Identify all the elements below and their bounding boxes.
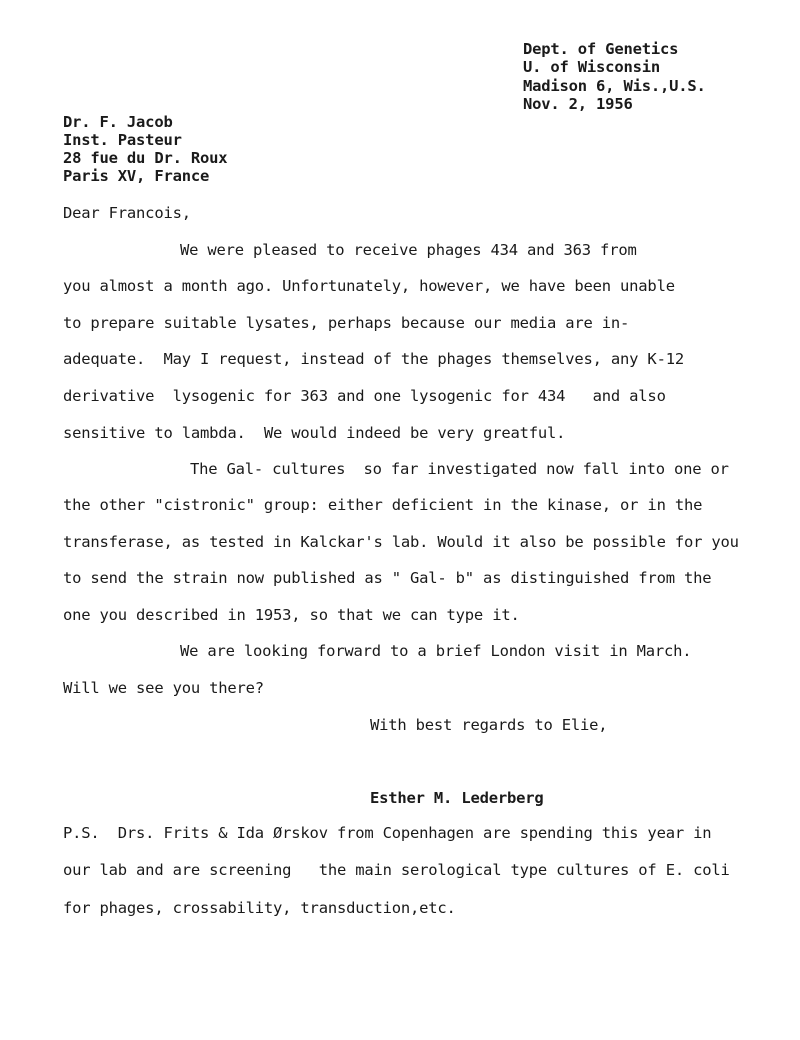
body-line: We are looking forward to a brief London visit in March. xyxy=(180,642,692,660)
postscript-line: P.S. Drs. Frits & Ida Ørskov from Copenhagen are spending this year in xyxy=(63,824,712,842)
closing: With best regards to Elie, xyxy=(370,716,608,734)
letter-date: Nov. 2, 1956 xyxy=(523,95,633,113)
body-line: derivative lysogenic for 363 and one lysogenic for 434 and also xyxy=(63,387,666,405)
sender-dept: Dept. of Genetics xyxy=(523,40,679,58)
body-line: adequate. May I request, instead of the phages themselves, any K-12 xyxy=(63,350,684,368)
recipient-inst: Inst. Pasteur xyxy=(63,131,182,149)
body-line: Will we see you there? xyxy=(63,679,264,697)
body-line: sensitive to lambda. We would indeed be very greatful. xyxy=(63,424,566,442)
body-line: one you described in 1953, so that we can type it. xyxy=(63,606,520,624)
sender-city: Madison 6, Wis.,U.S. xyxy=(523,77,706,95)
body-line: you almost a month ago. Unfortunately, however, we have been unable xyxy=(63,277,675,295)
body-line: to send the strain now published as " Gal- b" as distinguished from the xyxy=(63,569,712,587)
recipient-street: 28 fue du Dr. Roux xyxy=(63,149,228,167)
recipient-city: Paris XV, France xyxy=(63,167,210,185)
body-line: transferase, as tested in Kalckar's lab. Would it also be possible for you xyxy=(63,533,739,551)
body-line: the other "cistronic" group: either deficient in the kinase, or in the xyxy=(63,496,703,514)
sender-univ: U. of Wisconsin xyxy=(523,58,660,76)
body-line: to prepare suitable lysates, perhaps because our media are in- xyxy=(63,314,630,332)
salutation: Dear Francois, xyxy=(63,204,191,222)
postscript-line: for phages, crossability, transduction,etc. xyxy=(63,899,456,917)
signature: Esther M. Lederberg xyxy=(370,789,544,807)
postscript-line: our lab and are screening the main serological type cultures of E. coli xyxy=(63,861,730,879)
recipient-name: Dr. F. Jacob xyxy=(63,113,173,131)
body-line: We were pleased to receive phages 434 and 363 from xyxy=(180,241,637,259)
body-line: The Gal- cultures so far investigated now fall into one or xyxy=(190,460,729,478)
